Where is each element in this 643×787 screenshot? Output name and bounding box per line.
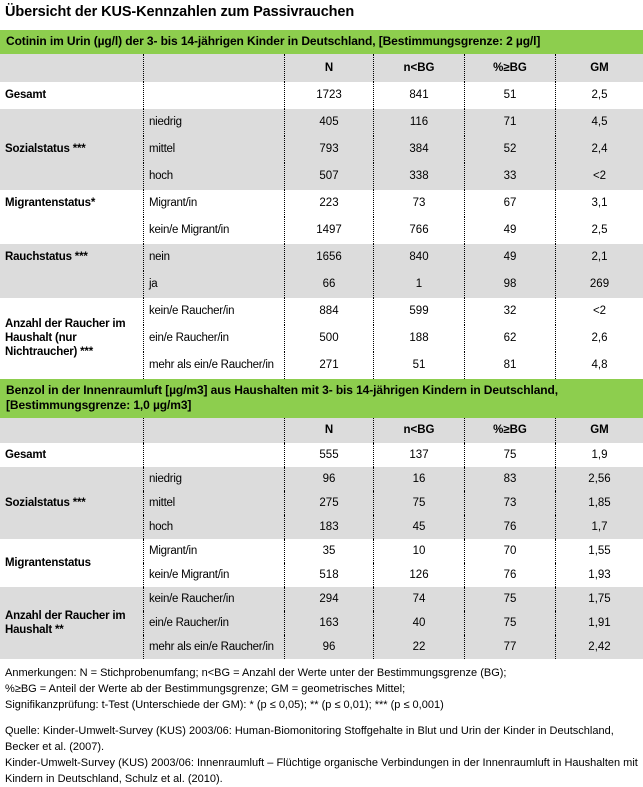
value-cell: 126 bbox=[373, 563, 464, 587]
value-cell: 40 bbox=[373, 611, 464, 635]
value-cell: <2 bbox=[555, 298, 643, 325]
value-cell: 384 bbox=[373, 136, 464, 163]
value-cell: 73 bbox=[464, 491, 555, 515]
group-label: Migrantenstatus bbox=[5, 556, 91, 569]
value-cell: 4,5 bbox=[555, 109, 643, 136]
value-cell: 1,91 bbox=[555, 611, 643, 635]
value-cell: 32 bbox=[464, 298, 555, 325]
page-title: Übersicht der KUS-Kennzahlen zum Passivrauchen bbox=[5, 4, 355, 20]
value-cell: 500 bbox=[284, 325, 373, 352]
value-cell: 338 bbox=[373, 163, 464, 190]
column-header-spacer bbox=[0, 54, 143, 82]
value-cell: 183 bbox=[284, 515, 373, 539]
value-cell: 1497 bbox=[284, 217, 373, 244]
value-cell: 793 bbox=[284, 136, 373, 163]
value-cell: 4,8 bbox=[555, 352, 643, 379]
tables-container bbox=[0, 30, 643, 659]
column-header: N bbox=[284, 54, 373, 82]
table-group bbox=[0, 190, 643, 244]
table-group bbox=[0, 109, 643, 190]
value-cell: 75 bbox=[464, 587, 555, 611]
value-cell: 2,56 bbox=[555, 467, 643, 491]
value-cell: 3,1 bbox=[555, 190, 643, 217]
value-cell: 75 bbox=[373, 491, 464, 515]
table-group bbox=[0, 539, 643, 587]
value-cell: 2,5 bbox=[555, 217, 643, 244]
value-cell: 49 bbox=[464, 217, 555, 244]
table-section bbox=[0, 379, 643, 659]
row-label: kein/e Raucher/in bbox=[143, 587, 284, 611]
value-cell: 76 bbox=[464, 515, 555, 539]
value-cell: 223 bbox=[284, 190, 373, 217]
value-cell: 137 bbox=[373, 443, 464, 467]
value-cell: 271 bbox=[284, 352, 373, 379]
column-header-spacer bbox=[143, 418, 284, 443]
value-cell: 73 bbox=[373, 190, 464, 217]
row-label: ein/e Raucher/in bbox=[143, 611, 284, 635]
value-cell: 275 bbox=[284, 491, 373, 515]
value-cell: 1723 bbox=[284, 82, 373, 109]
row-label bbox=[143, 82, 284, 109]
column-header: N bbox=[284, 418, 373, 443]
value-cell: 35 bbox=[284, 539, 373, 563]
value-cell: 96 bbox=[284, 635, 373, 659]
value-cell: 67 bbox=[464, 190, 555, 217]
value-cell: 269 bbox=[555, 271, 643, 298]
value-cell: 116 bbox=[373, 109, 464, 136]
value-cell: 70 bbox=[464, 539, 555, 563]
column-header-spacer bbox=[143, 54, 284, 82]
row-label: ein/e Raucher/in bbox=[143, 325, 284, 352]
value-cell: 2,1 bbox=[555, 244, 643, 271]
group-label: Sozialstatus *** bbox=[5, 143, 86, 155]
column-header: n<BG bbox=[373, 418, 464, 443]
row-label: hoch bbox=[143, 163, 284, 190]
value-cell: 1656 bbox=[284, 244, 373, 271]
value-cell: 766 bbox=[373, 217, 464, 244]
table-group bbox=[0, 587, 643, 659]
value-cell: 555 bbox=[284, 443, 373, 467]
row-label: kein/e Migrant/in bbox=[143, 217, 284, 244]
value-cell: 188 bbox=[373, 325, 464, 352]
group-label: Gesamt bbox=[5, 89, 46, 101]
column-header: GM bbox=[555, 54, 643, 82]
value-cell: 16 bbox=[373, 467, 464, 491]
column-header-row bbox=[0, 418, 643, 443]
column-header: n<BG bbox=[373, 54, 464, 82]
value-cell: 98 bbox=[464, 271, 555, 298]
row-label: Migrant/in bbox=[143, 190, 284, 217]
row-label: nein bbox=[143, 244, 284, 271]
value-cell: 507 bbox=[284, 163, 373, 190]
value-cell: 1,7 bbox=[555, 515, 643, 539]
value-cell: 10 bbox=[373, 539, 464, 563]
value-cell: 1,93 bbox=[555, 563, 643, 587]
row-label: mehr als ein/e Raucher/in bbox=[143, 352, 284, 379]
table-section bbox=[0, 30, 643, 379]
value-cell: 66 bbox=[284, 271, 373, 298]
value-cell: 81 bbox=[464, 352, 555, 379]
table-header-bar: Benzol in der Innenraumluft [µg/m3] aus Haushalten mit 3- bis 14-jährigen Kindern in Deutschland, [Bestimmungsgrenze: 1,0 µg/m3] bbox=[0, 379, 643, 418]
table-group bbox=[0, 298, 643, 379]
notes-block bbox=[5, 665, 638, 713]
value-cell: 840 bbox=[373, 244, 464, 271]
row-label: Migrant/in bbox=[143, 539, 284, 563]
value-cell: 74 bbox=[373, 587, 464, 611]
report-page bbox=[0, 4, 643, 787]
value-cell: 2,5 bbox=[555, 82, 643, 109]
value-cell: 71 bbox=[464, 109, 555, 136]
value-cell: 1,75 bbox=[555, 587, 643, 611]
row-label bbox=[143, 443, 284, 467]
value-cell: 518 bbox=[284, 563, 373, 587]
row-label: mehr als ein/e Raucher/in bbox=[143, 635, 284, 659]
row-label: niedrig bbox=[143, 109, 284, 136]
source-block bbox=[5, 723, 638, 787]
row-label: kein/e Migrant/in bbox=[143, 563, 284, 587]
note-line: Anmerkungen: N = Stichprobenumfang; n<BG = Anzahl der Werte unter der Bestimmungsgrenze (BG); bbox=[5, 666, 507, 679]
value-cell: 294 bbox=[284, 587, 373, 611]
value-cell: 51 bbox=[373, 352, 464, 379]
group-label: Anzahl der Raucher im Haushalt (nur Nichtraucher) *** bbox=[5, 318, 126, 358]
table-group bbox=[0, 244, 643, 298]
value-cell: 45 bbox=[373, 515, 464, 539]
table-header-bar: Cotinin im Urin (µg/l) der 3- bis 14-jährigen Kinder in Deutschland, [Bestimmungsgrenze: 2 µg/l] bbox=[0, 30, 643, 54]
source-line: Quelle: Kinder-Umwelt-Survey (KUS) 2003/06: Human-Biomonitoring Stoffgehalte in Blut und Urin der Kinder in Deutschland, Becker et al. (2007). bbox=[5, 724, 614, 753]
group-label: Gesamt bbox=[5, 448, 46, 461]
group-label: Sozialstatus *** bbox=[5, 496, 86, 509]
row-label: ja bbox=[143, 271, 284, 298]
row-label: kein/e Raucher/in bbox=[143, 298, 284, 325]
group-label: Anzahl der Raucher im Haushalt ** bbox=[5, 609, 126, 636]
note-line: %≥BG = Anteil der Werte ab der Bestimmungsgrenze; GM = geometrisches Mittel; bbox=[5, 682, 406, 695]
value-cell: 52 bbox=[464, 136, 555, 163]
value-cell: 75 bbox=[464, 611, 555, 635]
column-header: %≥BG bbox=[464, 54, 555, 82]
value-cell: 405 bbox=[284, 109, 373, 136]
value-cell: 75 bbox=[464, 443, 555, 467]
column-header-row bbox=[0, 54, 643, 82]
value-cell: 884 bbox=[284, 298, 373, 325]
row-label: niedrig bbox=[143, 467, 284, 491]
group-label: Rauchstatus *** bbox=[5, 250, 88, 263]
value-cell: 76 bbox=[464, 563, 555, 587]
value-cell: 22 bbox=[373, 635, 464, 659]
group-label: Migrantenstatus* bbox=[5, 196, 96, 209]
table-group bbox=[0, 443, 643, 467]
value-cell: 62 bbox=[464, 325, 555, 352]
value-cell: 96 bbox=[284, 467, 373, 491]
value-cell: 51 bbox=[464, 82, 555, 109]
value-cell: 33 bbox=[464, 163, 555, 190]
value-cell: 83 bbox=[464, 467, 555, 491]
value-cell: 163 bbox=[284, 611, 373, 635]
value-cell: 1,9 bbox=[555, 443, 643, 467]
column-header: GM bbox=[555, 418, 643, 443]
value-cell: 2,4 bbox=[555, 136, 643, 163]
value-cell: 841 bbox=[373, 82, 464, 109]
table-group bbox=[0, 467, 643, 539]
row-label: hoch bbox=[143, 515, 284, 539]
value-cell: 2,6 bbox=[555, 325, 643, 352]
row-label: mittel bbox=[143, 136, 284, 163]
value-cell: 1 bbox=[373, 271, 464, 298]
value-cell: 49 bbox=[464, 244, 555, 271]
column-header-spacer bbox=[0, 418, 143, 443]
value-cell: 77 bbox=[464, 635, 555, 659]
value-cell: 599 bbox=[373, 298, 464, 325]
row-label: mittel bbox=[143, 491, 284, 515]
column-header: %≥BG bbox=[464, 418, 555, 443]
table-group bbox=[0, 82, 643, 109]
value-cell: 1,55 bbox=[555, 539, 643, 563]
value-cell: 1,85 bbox=[555, 491, 643, 515]
source-line: Kinder-Umwelt-Survey (KUS) 2003/06: Innenraumluft – Flüchtige organische Verbindungen in der Innenraumluft in Haushalten mit Kindern in Deutschland, Schulz et al. (2010). bbox=[5, 756, 638, 785]
value-cell: <2 bbox=[555, 163, 643, 190]
value-cell: 2,42 bbox=[555, 635, 643, 659]
note-line: Signifikanzprüfung: t-Test (Unterschiede der GM): * (p ≤ 0,05); ** (p ≤ 0,01); *** (p ≤ 0,001) bbox=[5, 698, 444, 711]
